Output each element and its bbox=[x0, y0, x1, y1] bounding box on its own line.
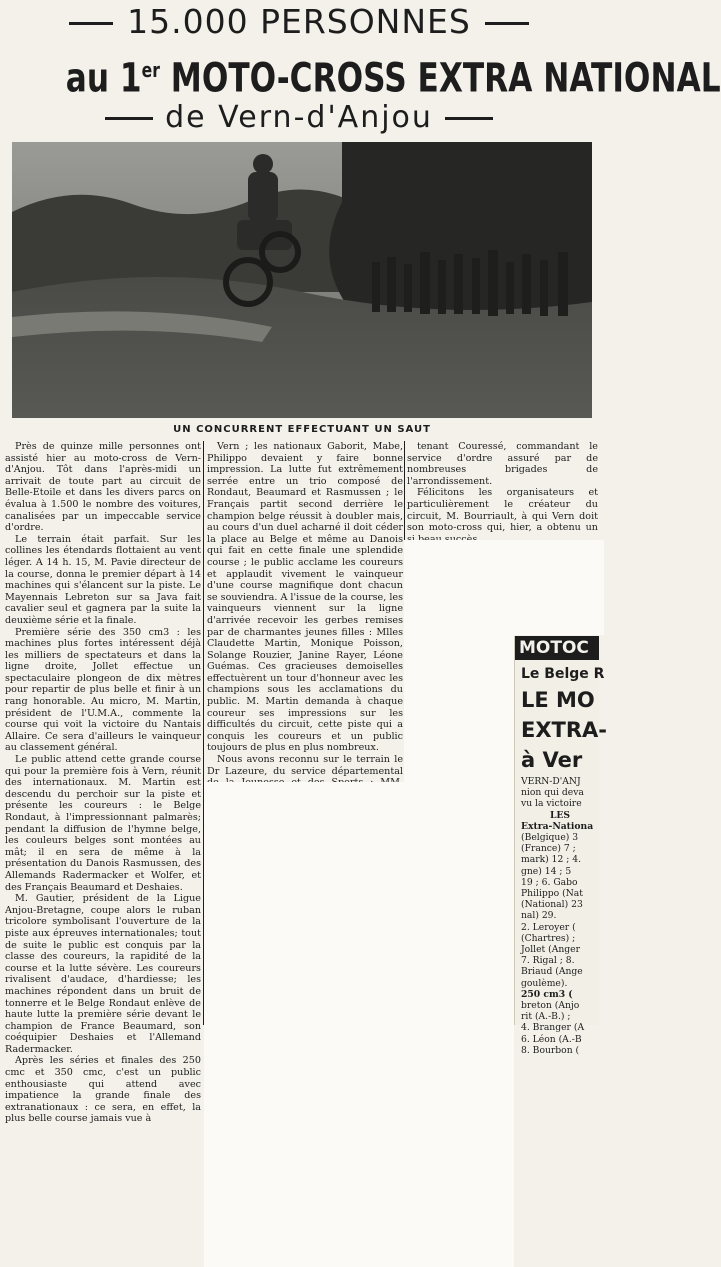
motocross-photo bbox=[12, 142, 592, 418]
headline-prefix: au 1 bbox=[65, 55, 142, 102]
clipping-line: Briaud (Ange bbox=[521, 966, 583, 978]
clipping-title-3: à Ver bbox=[521, 748, 583, 772]
clipping-line: vu la victoire bbox=[521, 798, 582, 810]
paragraph: tenant Couressé, commandant le service d'ordre assuré par de nombreuses brigades de l'arrondissement. bbox=[407, 441, 598, 487]
clipping-banner: MOTOC bbox=[515, 636, 599, 660]
headline-dash-right-2 bbox=[445, 117, 493, 120]
clipping-line: (France) 7 ; bbox=[521, 843, 576, 855]
headline-attendance: 15.000 PERSONNES bbox=[127, 2, 471, 41]
clipping-line: nal) 29. bbox=[521, 910, 557, 922]
paragraph: Après les séries et finales des 250 cmc et 350 cmc, c'est un public enthousiaste qui attend avec impatience la grande finale des extranationaux : ce sera, en effet, la plus belle course jamais vue à bbox=[5, 1055, 201, 1125]
clipping-line: 8. Bourbon ( bbox=[521, 1044, 580, 1056]
second-clipping bbox=[514, 636, 607, 1056]
headline-line-2 bbox=[65, 42, 721, 102]
clipping-line: (Chartres) ; bbox=[521, 932, 576, 944]
paragraph: Près de quinze mille personnes ont assisté hier au moto-cross de Vern-d'Anjou. Tôt dans l'après-midi un arrivait de toute part au circuit de Belle-Etoile et dans les divers parcs on évalua à 1.500 le nombre des voitures, canalisées par un impeccable service d'ordre. bbox=[5, 441, 201, 534]
paragraph: Première série des 350 cm3 : les machines plus fortes intéressent déjà les milliers de spectateurs et dans la ligne droite, Jollet effectue un spectaculaire plongeon de dix mètres pour repartir de plus belle et finir à un rang honorable. Au micro, M. Martin, président de l'U.M.A., commente la course qui voit la victoire du Nantais Allaire. Ce sera d'ailleurs le vainqueur au classement général. bbox=[5, 626, 201, 754]
clipping-line: 7. Rigal ; 8. bbox=[521, 955, 575, 967]
clipping-title-1: LE MO bbox=[521, 688, 595, 712]
clipping-line: Philippo (Nat bbox=[521, 888, 583, 900]
blank-paper-area bbox=[404, 630, 514, 790]
clipping-line: VERN-D'ANJ bbox=[521, 776, 581, 787]
blank-paper-area bbox=[404, 540, 604, 635]
article-column-1 bbox=[5, 441, 201, 1125]
clipping-line: Extra-Nationa bbox=[521, 820, 594, 832]
paragraph: Le public attend cette grande course qui pour la première fois à Vern, réunit des internationaux. M. Martin est descendu du perchoir sur la piste et présente les coureurs : le Belge Rondaut, à l'impressionnant palmarès; pendant la diffusion de l'hymne belge, les couleurs belges sont montées au mât; il en sera de même à la présentation du Danois Rasmussen, des Allemands Radermacker et Wolfer, et des Français Beaumard et Deshaies. bbox=[5, 754, 201, 893]
headline-dash-left-2 bbox=[105, 117, 153, 120]
headline-line-3 bbox=[0, 96, 598, 140]
clipping-line: mark) 12 ; 4. bbox=[521, 854, 582, 866]
paragraph: Le terrain était parfait. Sur les collines les étendards flottaient au vent léger. A 14 h. 15, M. Pavie directeur de la course, donna le premier départ à 14 machines qui s'élancent sur la piste. Le Mayennais Lebreton sur sa Java fait cavalier seul et gagnera par la suite la deuxième série et la finale. bbox=[5, 533, 201, 626]
clipping-line: (Belgique) 3 bbox=[521, 832, 579, 844]
clipping-line: 250 cm3 ( bbox=[521, 988, 573, 1000]
article-column-3 bbox=[407, 441, 598, 534]
paragraph: M. Gautier, président de la Ligue Anjou-Bretagne, coupe alors le ruban tricolore symbolisant l'ouverture de la piste aux épreuves internationales; tout de suite le public est conquis par la classe des coureurs, la rapidité de la course et la lutte sévère. Les coureurs rivalisent d'audace, d'hardiesse; les machines répondent dans un bruit de tonnerre et le Belge Rondaut enlève de haute lutte la première série devant le champion de France Beaumard, son coéquipier Deshaies et l'Allemand Radermacker. bbox=[5, 893, 201, 1055]
headline-dash-right bbox=[485, 22, 529, 25]
clipping-line: 4. Branger (A bbox=[521, 1022, 585, 1034]
headline-line-1 bbox=[0, 0, 598, 44]
paragraph: Nous avons reconnu sur le terrain le Dr Lazeure, du service départemental bbox=[207, 754, 403, 777]
clipping-subtitle: Le Belge R bbox=[521, 666, 605, 682]
paragraph: Félicitons les organisateurs et particulièrement le créateur du circuit, M. Bourriault, à qui Vern doit son moto-cross qui, hier, a obtenu un bbox=[407, 487, 598, 534]
clipping-line: 2. Leroyer ( bbox=[521, 921, 576, 933]
paragraph: Vern ; les nationaux Gaborit, Mabe, Philippo devaient y faire bonne impression. La lutte fut extrêmement serrée entre un trio composé de Rondaut, Beaumard et Rasmussen ; le Français partit second derrière le champion belge réussit à doubler mais, au cours d'un duel acharné il doit céder la place au Belge et même au Danois qui fait en cette finale une splendide course ; le public acclame les coureurs et applaudit vivement le vainqueur d'une course magnifique dont chacun se souviendra. A l'issue de la course, les vainqueurs viennent sur la ligne d'arrivée recevoir les gerbes remises par de charmantes jeunes filles : Mlles Claudette Martin, Monique Poisson, Solange Rouzier, Janine Rayer, Léone Guémas. Ces gracieuses demoiselles effectuèrent un tour d'honneur avec les champions sous les acclamations du public. M. Martin demanda à chaque coureur ses impressions sur les difficultés du circuit, cette piste qui a conquis les coureurs et un public toujours de plus en plus nombreux. bbox=[207, 441, 403, 754]
article-column-2 bbox=[207, 441, 403, 781]
headline-location: de Vern-d'Anjou bbox=[165, 100, 433, 135]
clipping-line: 6. Léon (A.-B bbox=[521, 1033, 582, 1045]
clipping-line: rit (A.-B.) ; bbox=[521, 1011, 571, 1023]
blank-paper-area bbox=[204, 782, 514, 1267]
clipping-line: nion qui deva bbox=[521, 787, 584, 799]
headline-dash-left bbox=[69, 22, 113, 25]
clipping-line: goulème). bbox=[521, 977, 568, 989]
clipping-line: 19 ; 6. Gabo bbox=[521, 876, 578, 888]
headline-sup: er bbox=[141, 58, 160, 82]
clipping-line: LES bbox=[549, 809, 571, 821]
clipping-line: breton (Anjo bbox=[521, 1000, 580, 1012]
clipping-line: gne) 14 ; 5 bbox=[521, 865, 572, 877]
headline-main: MOTO-CROSS EXTRA NATIONAL bbox=[170, 55, 721, 102]
clipping-title-2: EXTRA- bbox=[521, 718, 607, 742]
clipping-line: Jollet (Anger bbox=[521, 944, 580, 956]
clipping-body bbox=[521, 776, 599, 1056]
clipping-line: (National) 23 bbox=[521, 899, 583, 911]
photo-caption: UN CONCURRENT EFFECTUANT UN SAUT bbox=[173, 424, 431, 435]
motocross-photo-image bbox=[12, 142, 592, 418]
